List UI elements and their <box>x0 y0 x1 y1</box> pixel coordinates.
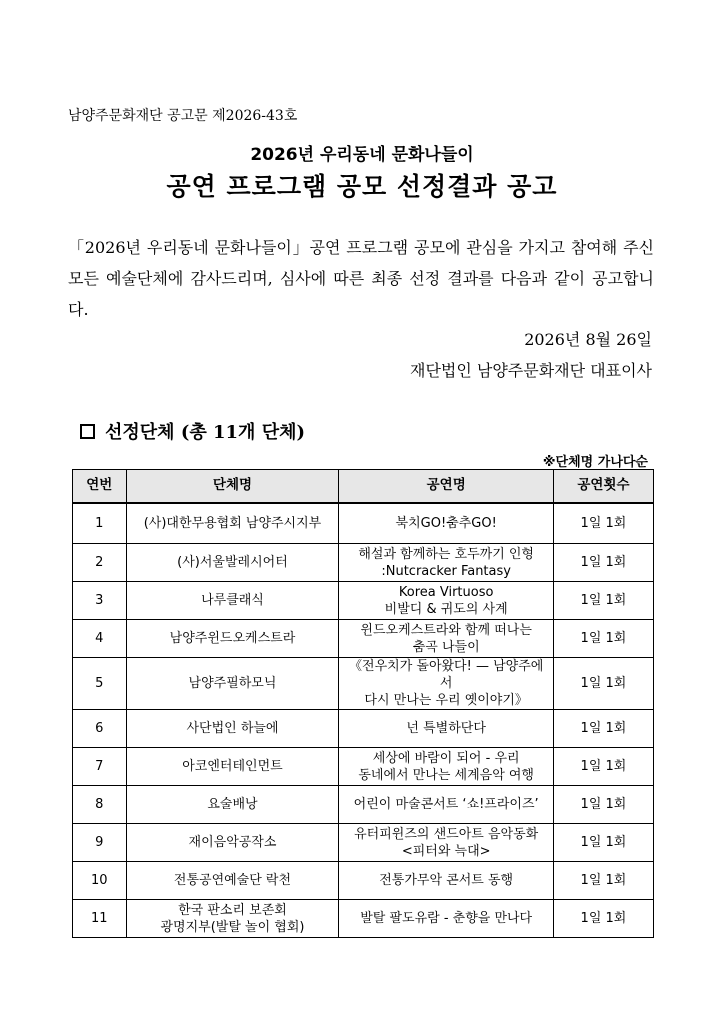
cell-show-count: 1일 1회 <box>553 503 653 544</box>
group-name-line: 한국 판소리 보존회 <box>178 902 287 918</box>
table-row <box>73 862 654 900</box>
cell-number: 4 <box>73 620 127 658</box>
cell-group-name <box>126 748 339 786</box>
show-title-line: 윈드오케스트라와 함께 떠나는 <box>360 622 532 638</box>
cell-number: 9 <box>73 824 127 862</box>
cell-number: 10 <box>73 862 127 900</box>
cell-show-title <box>339 824 553 862</box>
group-name-line: 사단법인 하늘에 <box>186 721 279 736</box>
cell-show-count: 1일 1회 <box>553 582 653 620</box>
table-row <box>73 748 654 786</box>
show-title-line: 동네에서 만나는 세계음악 여행 <box>358 767 534 783</box>
header-number: 연번 <box>73 470 127 503</box>
cell-show-title <box>339 710 553 748</box>
cell-show-title <box>339 544 553 582</box>
show-title-line: 유터피윈즈의 샌드아트 음악동화 <box>354 826 539 842</box>
document-number: 남양주문화재단 공고문 제2026-43호 <box>68 108 298 124</box>
table-row <box>73 824 654 862</box>
document-title: 공연 프로그램 공모 선정결과 공고 <box>166 172 558 201</box>
section-heading <box>80 418 305 444</box>
show-title-line: 다시 만나는 우리 옛이야기》 <box>364 693 528 708</box>
group-name-line: 나루클래식 <box>201 593 264 608</box>
cell-show-title <box>339 862 553 900</box>
cell-show-title <box>339 748 553 786</box>
show-title-line: 비발디 & 귀도의 사계 <box>384 601 508 617</box>
table-row <box>73 582 654 620</box>
table-row <box>73 900 654 938</box>
announcement-paragraph: 「2026년 우리동네 문화나들이」공연 프로그램 공모에 관심을 가지고 참여해 주신 모든 예술단체에 감사드리며, 심사에 따른 최종 선정 결과를 다음과 같이 공고합니다. <box>68 238 654 319</box>
group-name-line: 남양주필하모닉 <box>188 676 277 691</box>
group-name-line: 남양주윈드오케스트라 <box>169 631 296 646</box>
cell-number: 1 <box>73 503 127 544</box>
cell-number: 2 <box>73 544 127 582</box>
table-row <box>73 658 654 710</box>
group-name-line: 요술배낭 <box>207 797 258 812</box>
cell-show-title <box>339 582 553 620</box>
cell-show-title <box>339 503 553 544</box>
cell-number: 11 <box>73 900 127 938</box>
cell-show-title <box>339 900 553 938</box>
show-title-line: 춤곡 나들이 <box>412 639 480 655</box>
show-title-line: 어린이 마술콘서트 ‘쇼!프라이즈’ <box>353 797 539 812</box>
cell-show-title <box>339 658 553 710</box>
header-group-name: 단체명 <box>126 470 339 503</box>
cell-group-name <box>126 658 339 710</box>
cell-group-name <box>126 862 339 900</box>
document-subtitle: 2026년 우리동네 문화나들이 <box>250 145 474 165</box>
section-heading-text: 선정단체 (총 11개 단체) <box>105 422 305 443</box>
table-row <box>73 544 654 582</box>
table-header-row <box>73 470 654 503</box>
checkbox-square-icon <box>80 424 95 439</box>
header-show-title: 공연명 <box>339 470 553 503</box>
cell-show-count: 1일 1회 <box>553 824 653 862</box>
cell-group-name <box>126 900 339 938</box>
cell-show-count: 1일 1회 <box>553 620 653 658</box>
show-title-line: 넌 특별하단다 <box>406 721 486 736</box>
cell-number: 6 <box>73 710 127 748</box>
sort-note: ※단체명 가나다순 <box>542 455 648 470</box>
cell-group-name <box>126 582 339 620</box>
header-show-count: 공연횟수 <box>553 470 653 503</box>
group-name-line: (사)대한무용협회 남양주시지부 <box>143 515 322 531</box>
show-title-line: 세상에 바람이 되어 - 우리 <box>372 750 520 766</box>
table-row <box>73 620 654 658</box>
cell-show-count: 1일 1회 <box>553 786 653 824</box>
cell-number: 8 <box>73 786 127 824</box>
cell-group-name <box>126 824 339 862</box>
cell-show-count: 1일 1회 <box>553 710 653 748</box>
table-row <box>73 503 654 544</box>
selection-table <box>72 469 654 938</box>
table-row <box>73 786 654 824</box>
group-name-line: (사)서울발레시어터 <box>177 555 288 570</box>
cell-show-title <box>339 620 553 658</box>
cell-show-count: 1일 1회 <box>553 748 653 786</box>
cell-show-count: 1일 1회 <box>553 900 653 938</box>
cell-show-count: 1일 1회 <box>553 862 653 900</box>
issuer-name: 재단법인 남양주문화재단 대표이사 <box>409 361 652 380</box>
cell-show-title <box>339 786 553 824</box>
show-title-line: 전통가무악 콘서트 동행 <box>379 873 514 888</box>
cell-show-count: 1일 1회 <box>553 658 653 710</box>
show-title-line: :Nutcracker Fantasy <box>381 563 511 579</box>
announcement-date: 2026년 8월 26일 <box>524 330 652 349</box>
show-title-line: 해설과 함께하는 호두까기 인형 <box>358 546 534 562</box>
cell-group-name <box>126 710 339 748</box>
show-title-line: 북치GO!춤추GO! <box>395 515 497 531</box>
table-body <box>73 503 654 938</box>
cell-show-count: 1일 1회 <box>553 544 653 582</box>
show-title-line: Korea Virtuoso <box>398 584 494 600</box>
cell-number: 5 <box>73 658 127 710</box>
show-title-line: 발탈 팔도유람 - 춘향을 만나다 <box>360 911 533 926</box>
group-name-line: 전통공연예술단 락천 <box>173 873 292 888</box>
show-title-line: 《전우치가 돌아왔다! — 남양주에서 <box>349 659 544 691</box>
group-name-line: 재이음악공작소 <box>188 835 277 850</box>
table-row <box>73 710 654 748</box>
group-name-line: 아코엔터테인먼트 <box>182 759 283 774</box>
cell-group-name <box>126 620 339 658</box>
show-title-line: <피터와 늑대> <box>401 843 491 859</box>
group-name-line: 광명지부(발탈 놀이 협회) <box>160 919 305 935</box>
cell-group-name <box>126 544 339 582</box>
cell-group-name <box>126 503 339 544</box>
cell-group-name <box>126 786 339 824</box>
cell-number: 3 <box>73 582 127 620</box>
cell-number: 7 <box>73 748 127 786</box>
